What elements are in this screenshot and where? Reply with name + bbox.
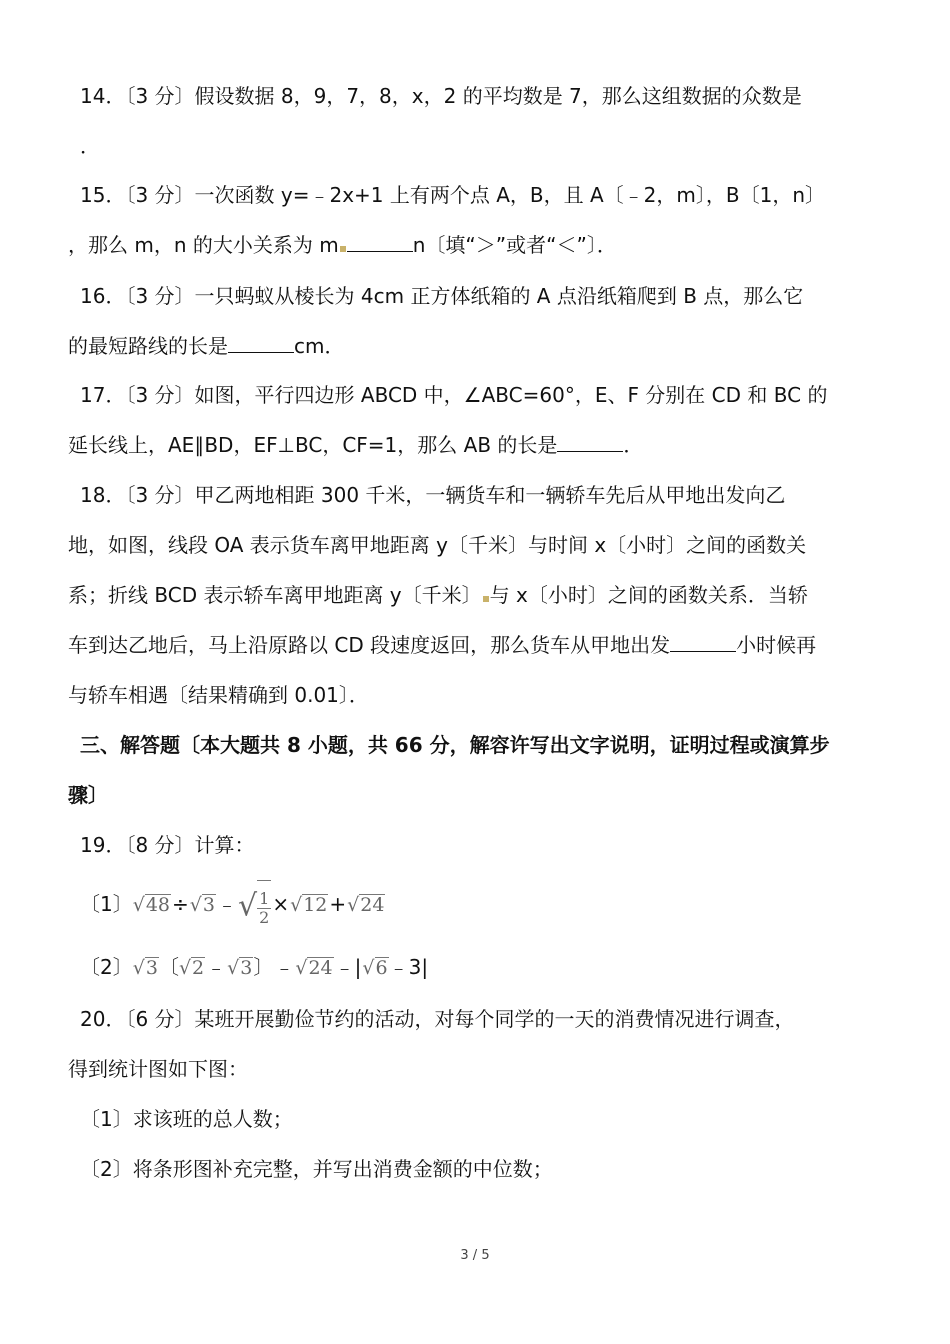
q18-text-c: 车到达乙地后，马上沿原路以 CD 段速度返回，那么货车从甲地出发 bbox=[68, 633, 671, 657]
section3-heading-cont: 骤〕 bbox=[68, 783, 108, 807]
sqrt-3: √3 bbox=[132, 957, 158, 979]
q19-part1-label: 〔1〕 bbox=[80, 892, 133, 916]
sqrt-3: √3 bbox=[227, 957, 253, 979]
q17-text-a: 延长线上，AE∥BD，EF⊥BC，CF=1，那么 AB 的长是 bbox=[68, 433, 558, 457]
section3-heading: 三、解答题〔本大题共 8 小题，共 66 分，解容许写出文字说明，证明过程或演算步 bbox=[80, 733, 830, 757]
q20-line2: 得到统计图如下图： bbox=[68, 1057, 248, 1081]
q17-line1: 17．〔3 分〕如图，平行四边形 ABCD 中，∠ABC=60°，E、F 分别在 CD 和 BC 的 bbox=[80, 383, 828, 407]
q15-line1: 15．〔3 分〕一次函数 y=﹣2x+1 上有两个点 A，B，且 A〔﹣2，m〕，B〔1，n〕 bbox=[80, 183, 826, 207]
sqrt-3: √3 bbox=[189, 894, 215, 916]
q20-line1: 20．〔6 分〕某班开展勤俭节约的活动，对每个同学的一天的消费情况进行调查， bbox=[80, 1007, 795, 1031]
page-number: 3 / 5 bbox=[460, 1248, 490, 1263]
q15-line2 bbox=[68, 231, 888, 259]
sqrt-12: √12 bbox=[290, 894, 328, 916]
q19-part2: 〔2〕√3〔√2 ﹣√3〕﹣√24 ﹣|√6﹣3| bbox=[80, 953, 900, 982]
q15-text-b: n〔填“＞”或者“＜”〕． bbox=[412, 233, 617, 257]
q14-line2: ． bbox=[80, 134, 100, 158]
sqrt-6: √6 bbox=[362, 957, 388, 979]
answer-blank bbox=[670, 633, 736, 652]
marker-glyph bbox=[483, 596, 489, 602]
q18-text-a: 系；折线 BCD 表示轿车离甲地距离 y〔千米〕 bbox=[68, 583, 482, 607]
q16-text-a: 的最短路线的长是 bbox=[68, 334, 228, 358]
q19-part2-label: 〔2〕 bbox=[80, 955, 133, 979]
q16-text-b: cm． bbox=[294, 334, 345, 358]
q18-text-d: 小时候再 bbox=[736, 633, 817, 657]
q16-line2 bbox=[68, 332, 888, 360]
q20-item1: 〔1〕求该班的总人数； bbox=[80, 1107, 293, 1131]
q16-line1: 16．〔3 分〕一只蚂蚁从棱长为 4cm 正方体纸箱的 A 点沿纸箱爬到 B 点，那么它 bbox=[80, 284, 804, 308]
sqrt-48: √48 bbox=[132, 894, 171, 916]
q18-line4 bbox=[68, 631, 888, 659]
q19-part1: 〔1〕√48 ÷√3 ﹣√ $\frac{1}{2}$ ×√12 +√24 bbox=[80, 878, 900, 930]
answer-blank bbox=[557, 433, 623, 452]
sqrt-2: √2 bbox=[178, 957, 205, 979]
q17-text-b: ． bbox=[623, 433, 644, 457]
q15-text-a: ，那么 m，n 的大小关系为 m bbox=[68, 233, 339, 257]
q18-text-b: 与 x〔小时〕之间的函数关系．当轿 bbox=[489, 583, 808, 607]
sqrt-fraction: √ $\frac{1}{2}$ bbox=[238, 879, 271, 933]
q19-title: 19．〔8 分〕计算： bbox=[80, 833, 255, 857]
q14-line1: 14．〔3 分〕假设数据 8，9，7，8，x，2 的平均数是 7，那么这组数据的众数是 bbox=[80, 84, 802, 108]
q18-line1: 18．〔3 分〕甲乙两地相距 300 千米，一辆货车和一辆轿车先后从甲地出发向乙 bbox=[80, 483, 786, 507]
sqrt-24: √24 bbox=[295, 957, 333, 979]
answer-blank bbox=[228, 334, 294, 353]
q18-line5: 与轿车相遇〔结果精确到 0.01〕． bbox=[68, 683, 369, 707]
marker-glyph bbox=[340, 246, 346, 252]
answer-blank bbox=[347, 233, 413, 252]
sqrt-24: √24 bbox=[347, 894, 385, 916]
q18-line3 bbox=[68, 581, 888, 609]
q17-line2 bbox=[68, 431, 888, 459]
q18-line2: 地，如图，线段 OA 表示货车离甲地距离 y〔千米〕与时间 x〔小时〕之间的函数关 bbox=[68, 533, 807, 557]
q20-item2: 〔2〕将条形图补充完整，并写出消费金额的中位数； bbox=[80, 1157, 553, 1181]
